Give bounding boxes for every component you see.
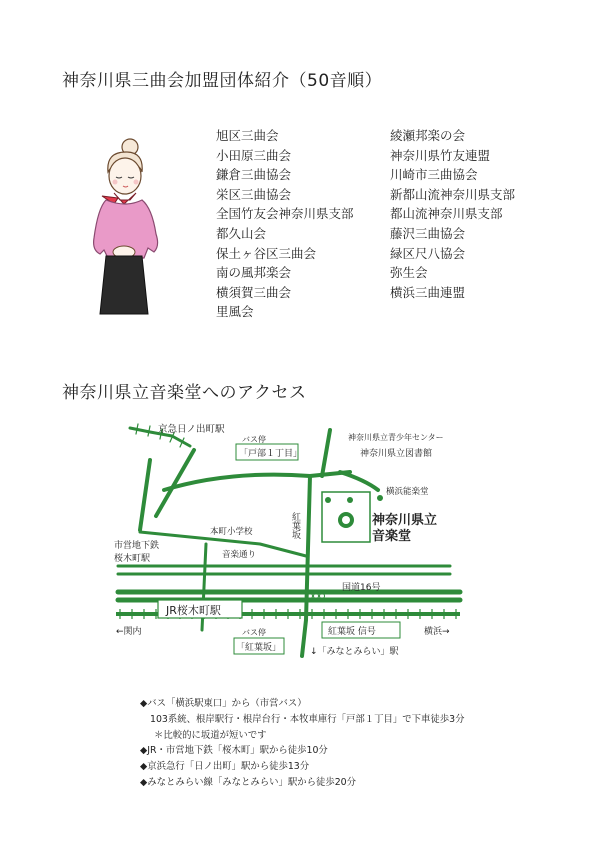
member-list-column-1 — [216, 126, 354, 322]
member-group: 新都山流神奈川県支部 — [390, 186, 516, 202]
member-group: 綾瀬邦楽の会 — [390, 128, 466, 143]
member-group: 全国竹友会神奈川県支部 — [216, 206, 354, 222]
member-group: 都山流神奈川県支部 — [390, 206, 503, 222]
jr-station-label: JR桜木町駅 — [166, 604, 221, 617]
signal-label: 紅葉坂 信号 — [328, 627, 376, 637]
momijizaka-vertical-label: 紅葉坂 — [290, 512, 300, 539]
ongaku-dori-label: 音楽通り — [222, 550, 257, 560]
access-item: 103系統、根岸駅行・根岸台行・本牧車庫行「戸部１丁目」で下車徒歩3分 — [150, 713, 465, 725]
route16-label: 国道16号 — [342, 583, 381, 593]
access-map — [110, 420, 470, 660]
member-group: 栄区三曲協会 — [216, 186, 292, 202]
keikyu-station-label: 京急日ノ出町駅 — [158, 424, 225, 435]
member-group: 横浜三曲連盟 — [390, 284, 466, 300]
access-item: ◆京浜急行「日ノ出町」駅から徒歩13分 — [140, 761, 310, 773]
bus-stop-top-label: バス停 — [242, 435, 266, 444]
section-title-member-groups: 神奈川県三曲会加盟団体紹介（50音順） — [62, 71, 383, 91]
subway-label-2: 桜木町駅 — [114, 554, 151, 564]
school-label: 本町小学校 — [210, 527, 253, 537]
member-group: 小田原三曲会 — [216, 147, 292, 163]
bus-stop-bottom-name: 「紅葉坂」 — [236, 643, 282, 653]
woman-illustration — [84, 138, 164, 318]
member-group: 南の風邦楽会 — [216, 265, 292, 281]
library-label: 神奈川県立図書館 — [360, 449, 433, 459]
access-item: ◆みなとみらい線「みなとみらい」駅から徒歩20分 — [140, 776, 357, 788]
access-item: ◆JR・市営地下鉄「桜木町」駅から徒歩10分 — [140, 745, 328, 757]
member-group: 都久山会 — [216, 225, 267, 241]
bus-stop-top-name: 「戸部１丁目」 — [239, 449, 303, 459]
concert-hall-label-2: 音楽堂 — [372, 529, 412, 544]
youth-center-label: 神奈川県立青少年センター — [348, 433, 444, 442]
access-item: ＊比較的に坂道が短いです — [154, 729, 267, 741]
member-group: 藤沢三曲協会 — [390, 225, 466, 241]
noh-theater-label: 横浜能楽堂 — [386, 487, 429, 497]
minatomirai-label: ↓「みなとみらい」駅 — [310, 647, 399, 657]
member-group: 神奈川県竹友連盟 — [390, 147, 491, 163]
member-group: 川崎市三曲協会 — [390, 167, 478, 183]
kannai-label: ←関内 — [116, 627, 142, 637]
bus-stop-bottom-label: バス停 — [242, 628, 266, 637]
access-item: ◆バス「横浜駅東口」から（市営バス） — [140, 698, 307, 709]
member-group: 旭区三曲会 — [216, 128, 279, 143]
member-list-column-2 — [390, 126, 515, 302]
member-group: 里風会 — [216, 304, 254, 320]
member-group: 保土ヶ谷区三曲会 — [216, 245, 317, 261]
member-group: 鎌倉三曲協会 — [216, 167, 292, 183]
member-group: 緑区尺八協会 — [390, 245, 466, 261]
section-title-access: 神奈川県立音楽堂へのアクセス — [62, 383, 307, 403]
access-directions — [140, 696, 465, 791]
member-group: 弥生会 — [390, 265, 428, 281]
subway-label-1: 市営地下鉄 — [114, 541, 160, 551]
concert-hall-label-1: 神奈川県立 — [372, 513, 438, 528]
yokohama-label: 横浜→ — [424, 627, 450, 637]
member-group: 横須賀三曲会 — [216, 284, 292, 300]
